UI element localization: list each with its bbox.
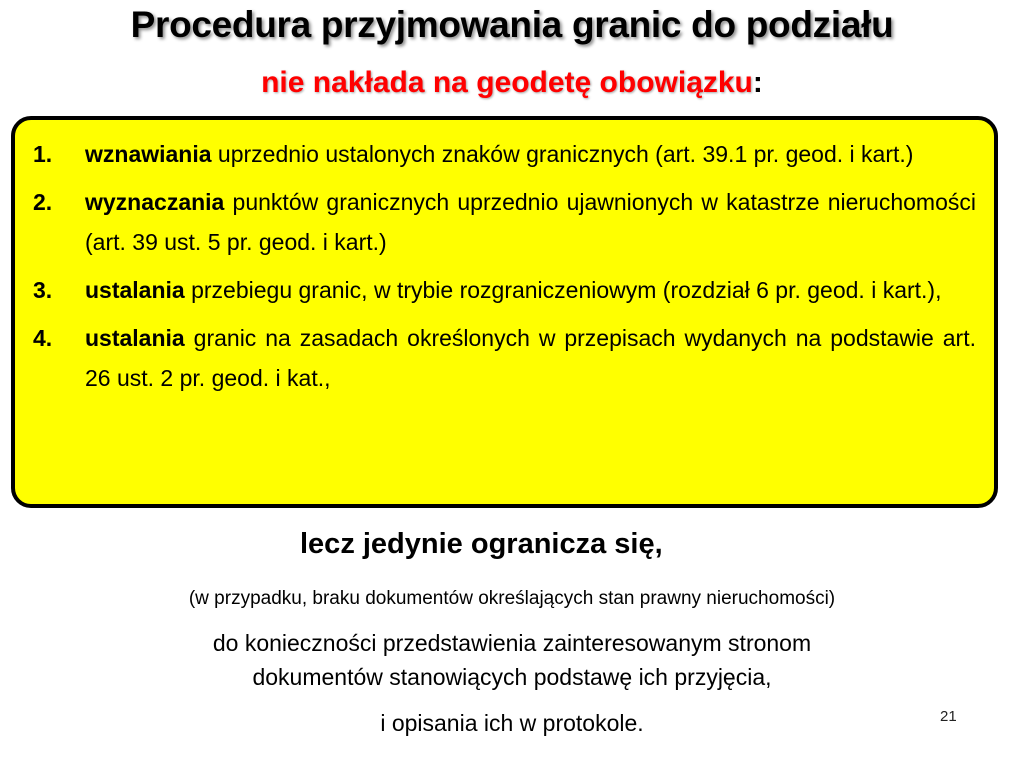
list-item-number: 3. xyxy=(33,277,53,303)
list-item-body: punktów granicznych uprzednio ujawnionych w katastrze nieruchomości (art. 39 ust. 5 pr. geod. i kart.) xyxy=(85,189,976,255)
list-item xyxy=(31,182,976,262)
obligations-box xyxy=(11,116,998,508)
list-item xyxy=(31,134,976,174)
paragraph-line: do konieczności przedstawienia zainteresowanym stronom xyxy=(212,630,812,656)
sub-heading: lecz jedynie ogranicza się, xyxy=(300,528,663,560)
slide-subtitle xyxy=(0,66,1024,100)
list-item-keyword: ustalania xyxy=(85,277,185,303)
list-item-text xyxy=(85,182,976,262)
paragraph-line: dokumentów stanowiących podstawę ich przyjęcia, xyxy=(252,664,772,690)
list-item-text xyxy=(85,270,976,310)
list-item xyxy=(31,270,976,310)
list-item-keyword: wyznaczania xyxy=(85,189,225,215)
list-item-body: granic na zasadach określonych w przepisach wydanych na podstawie art. 26 ust. 2 pr. geod. i kat., xyxy=(85,325,976,391)
subtitle-colon: : xyxy=(752,66,763,99)
list-item-number: 4. xyxy=(33,325,53,351)
list-item-text xyxy=(85,318,976,398)
parenthetical-note: (w przypadku, braku dokumentów określających stan prawny nieruchomości) xyxy=(188,588,836,609)
list-item-number: 2. xyxy=(33,189,53,215)
subtitle-red-text: nie nakłada na geodetę obowiązku xyxy=(261,66,753,99)
list-item-number: 1. xyxy=(33,141,53,167)
list-item-text xyxy=(85,134,976,174)
page-number: 21 xyxy=(940,708,957,725)
list-item-keyword: wznawiania xyxy=(85,141,212,167)
list-item xyxy=(31,318,976,398)
slide-title: Procedura przyjmowania granic do podziału xyxy=(130,4,894,45)
paragraph-line: i opisania ich w protokole. xyxy=(380,710,644,736)
list-item-body: przebiegu granic, w trybie rozgraniczeniowym (rozdział 6 pr. geod. i kart.), xyxy=(184,277,942,303)
list-item-keyword: ustalania xyxy=(85,325,185,351)
list-item-body: uprzednio ustalonych znaków granicznych (art. 39.1 pr. geod. i kart.) xyxy=(211,141,914,167)
